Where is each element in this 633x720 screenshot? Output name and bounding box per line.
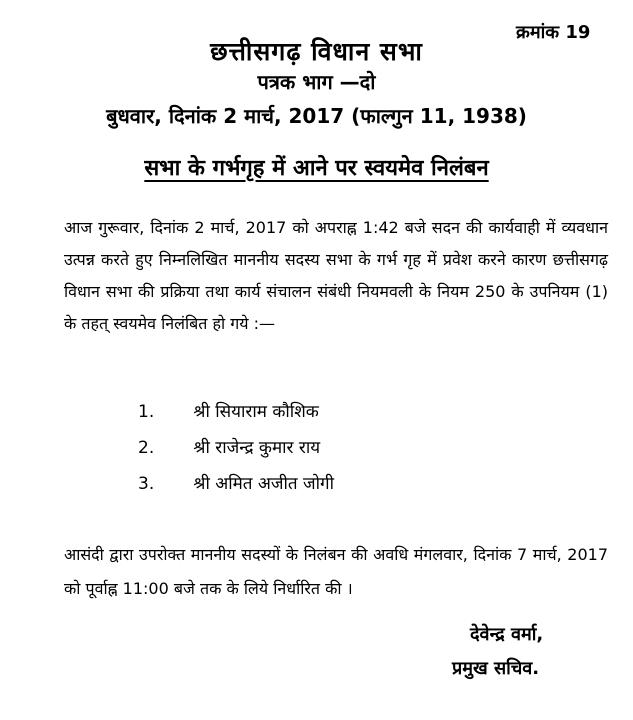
list-item xyxy=(138,394,334,430)
document-title: छत्तीसगढ़ विधान सभा xyxy=(210,37,423,66)
list-item-number: 1. xyxy=(138,402,155,422)
notice-paragraph-2: आसंदी द्वारा उपरोक्त माननीय सदस्यों के निलंबन की अवधि मंगलवार, दिनांक 7 मार्च, 2017 को पूर्वाह्न 11:00 बजे तक के लिये निर्धारित की । xyxy=(64,545,608,598)
list-item-number: 3. xyxy=(138,474,155,494)
notice-heading-text: सभा के गर्भगृह में आने पर स्वयमेव निलंबन xyxy=(144,156,489,181)
member-list xyxy=(138,394,334,502)
serial-number: क्रमांक 19 xyxy=(516,22,591,43)
list-item-number: 2. xyxy=(138,438,155,458)
notice-heading xyxy=(0,152,633,182)
signatory-name: देवेन्द्र वर्मा, xyxy=(470,624,544,645)
notice-paragraph-1: आज गुरूवार, दिनांक 2 मार्च, 2017 को अपराह्न 1:42 बजे सदन की कार्यवाही में व्यवधान उत्पन्न करते हुए निम्नलिखित माननीय सदस्य सभा के गर्भ गृह में प्रवेश करने कारण छत्तीसगढ़ विधान सभा की प्रक्रिया तथा कार्य संचालन संबंधी नियमवली के नियम 250 के उपनियम (1) के तहत् स्वयमेव निलंबित हो गये :— xyxy=(64,218,608,333)
signatory-designation: प्रमुख सचिव. xyxy=(452,658,540,679)
list-item xyxy=(138,466,334,502)
signature-block xyxy=(452,618,543,686)
member-name: श्री राजेन्द्र कुमार राय xyxy=(193,438,321,458)
document-subtitle: पत्रक भाग —दो xyxy=(257,70,376,94)
date-line: बुधवार, दिनांक 2 मार्च, 2017 (फाल्गुन 11, 1938) xyxy=(106,104,527,128)
list-item xyxy=(138,430,334,466)
member-name: श्री सियाराम कौशिक xyxy=(193,402,319,422)
member-name: श्री अमित अजीत जोगी xyxy=(193,474,334,494)
